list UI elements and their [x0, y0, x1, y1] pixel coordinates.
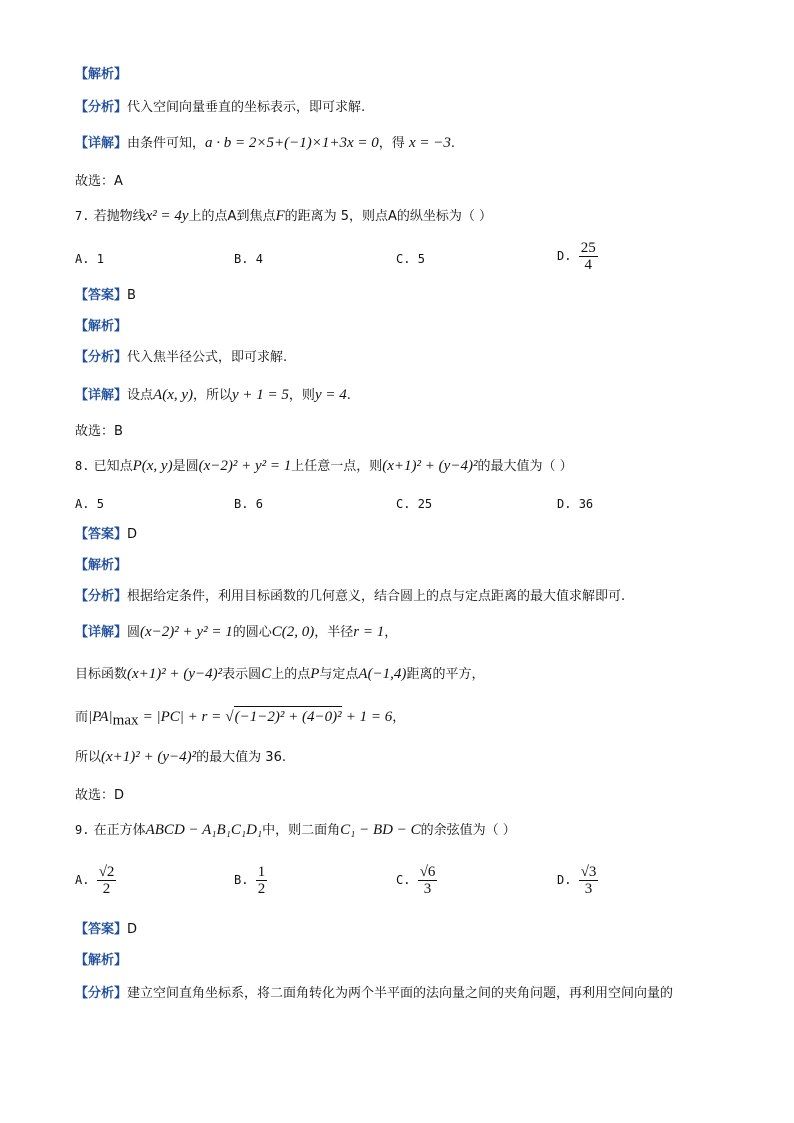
fraction: $\frac{√6}{3}$	[419, 864, 436, 897]
q9-option-b: B. $\frac{1}{2}$	[234, 864, 266, 897]
detail-line: 目标函数(x+1)² + (y−4)²表示圆C上的点P与定点A(−1,4)距离的平方，	[75, 666, 485, 682]
q9-option-d: D. $\frac{√3}{3}$	[557, 864, 597, 897]
analysis-heading: 【解析】	[75, 558, 128, 573]
q9-option-a: A. $\frac{√2}{2}$	[75, 864, 115, 897]
analysis-heading: 【解析】	[75, 319, 128, 334]
q7-option-d: D. $\frac{25}{4}$	[557, 240, 596, 273]
analysis-line: 【分析】代入空间向量垂直的坐标表示，即可求解.	[75, 100, 366, 115]
choice-line: 故选：D	[75, 788, 125, 803]
q7-option-c: C. 5	[396, 252, 425, 266]
choice-line: 故选：B	[75, 424, 123, 439]
q8-option-c: C. 25	[396, 497, 433, 511]
fraction: $\frac{√2}{2}$	[98, 864, 115, 897]
analysis-line: 【分析】代入焦半径公式，即可求解.	[75, 350, 288, 365]
fraction: $\frac{1}{2}$	[257, 864, 266, 897]
question-9: 9. 在正方体ABCD − A₁B₁C₁D₁中，则二面角C₁ − BD − C的余弦值为（ ）	[75, 822, 516, 838]
analysis-heading: 【解析】	[75, 953, 128, 968]
choice-line: 故选：A	[75, 174, 123, 189]
answer-line: 【答案】D	[75, 527, 138, 542]
q7-option-a: A. 1	[75, 252, 104, 266]
q8-option-a: A. 5	[75, 497, 104, 511]
detail-line: 【详解】设点A(x, y)，所以y + 1 = 5，则y = 4.	[75, 387, 351, 403]
question-7: 7. 若抛物线x² = 4y上的点A到焦点F的距离为 5，则点A的纵坐标为（ ）	[75, 208, 493, 224]
q7-option-b: B. 4	[234, 252, 263, 266]
analysis-line: 【分析】建立空间直角坐标系，将二面角转化为两个半平面的法向量之间的夹角问题，再利用空间向量的	[75, 986, 674, 1001]
detail-line: 【详解】由条件可知，a · b = 2×5+(−1)×1+3x = 0，得 x = −3.	[75, 135, 455, 151]
answer-line: 【答案】D	[75, 922, 138, 937]
analysis-line: 【分析】根据给定条件，利用目标函数的几何意义，结合圆上的点与定点距离的最大值求解即可.	[75, 589, 626, 604]
question-8: 8. 已知点P(x, y)是圆(x−2)² + y² = 1上任意一点，则(x+1)² + (y−4)²的最大值为（ ）	[75, 458, 573, 474]
analysis-heading: 【解析】	[75, 67, 128, 82]
q8-option-b: B. 6	[234, 497, 263, 511]
fraction: $\frac{√3}{3}$	[580, 864, 597, 897]
fraction: $\frac{25}{4}$	[580, 240, 596, 273]
answer-line: 【答案】B	[75, 288, 136, 303]
detail-line: 所以(x+1)² + (y−4)²的最大值为 36.	[75, 749, 286, 765]
detail-line: 而$|PA|_{max} = |PC| + r = √(-1-2)^2 + (4-0)^2 + 1 = 6$，	[75, 706, 405, 731]
detail-line: 【详解】圆(x−2)² + y² = 1的圆心C(2, 0)，半径r = 1，	[75, 624, 398, 640]
q8-option-d: D. 36	[557, 497, 594, 511]
q9-option-c: C. $\frac{√6}{3}$	[396, 864, 436, 897]
